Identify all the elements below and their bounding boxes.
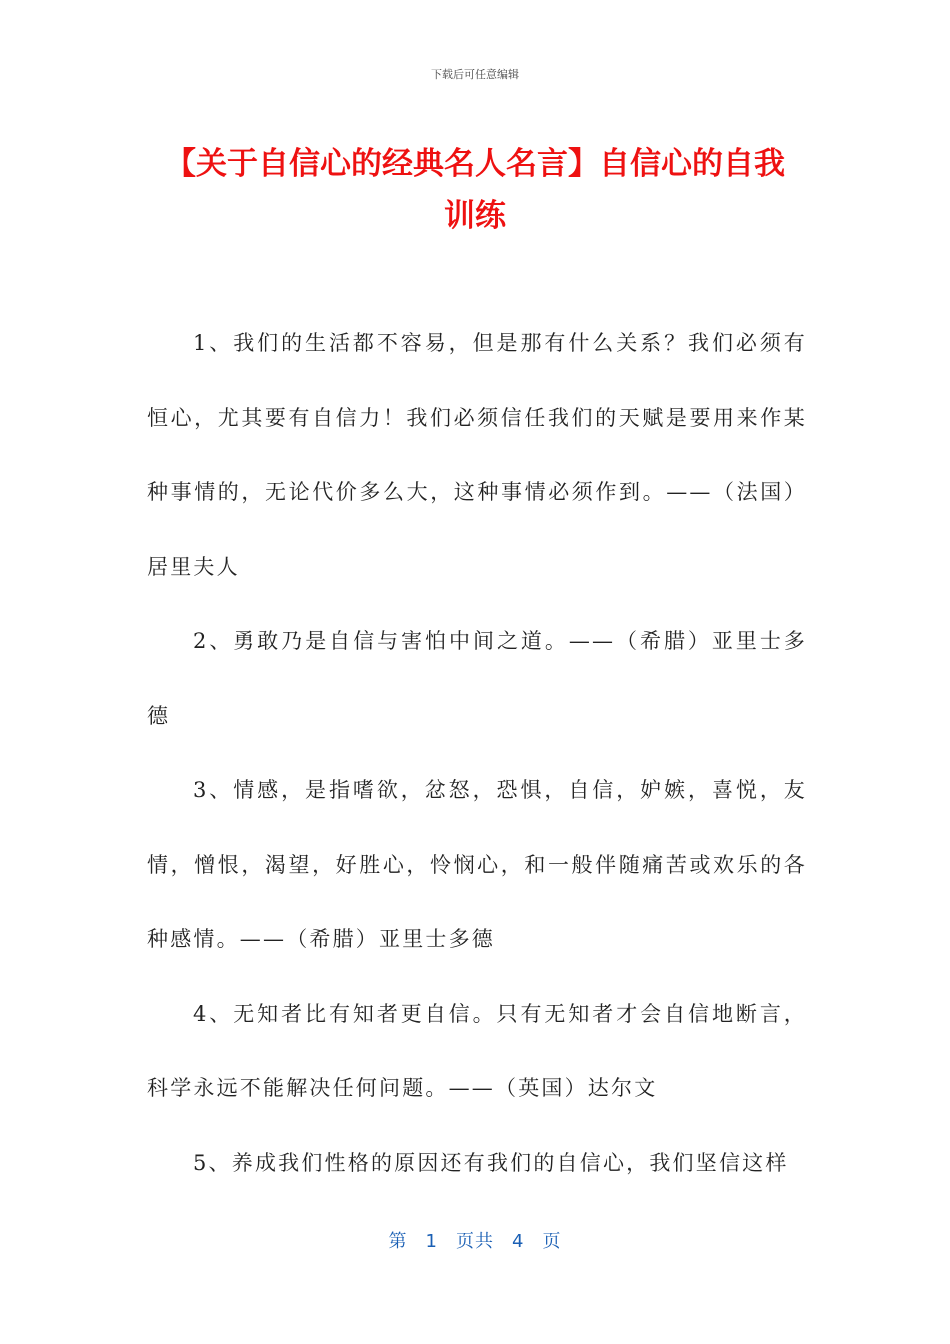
footer-page-total: 4 [512,1231,525,1252]
quote-paragraph-4: 4、无知者比有知者更自信。只有无知者才会自信地断言，科学永远不能解决任何问题。——（英国）达尔文 [147,1001,807,1100]
footer-page-label: 第 [388,1231,408,1252]
document-title: 【关于自信心的经典名人名言】自信心的自我训练 [165,146,785,234]
footer-page-middle: 页共 [456,1231,494,1252]
quote-paragraph-5: 5、养成我们性格的原因还有我们的自信心，我们坚信这样 [193,1150,789,1175]
page-footer [0,1227,950,1253]
quote-paragraph-2: 2、勇敢乃是自信与害怕中间之道。——（希腊）亚里士多德 [147,629,807,728]
footer-page-current: 1 [425,1231,438,1252]
header-note: 下载后可任意编辑 [431,68,519,81]
document-body [147,306,807,1200]
quote-paragraph-3: 3、情感，是指嗜欲，忿怒，恐惧，自信，妒嫉，喜悦，友情，憎恨，渴望，好胜心，怜悯心，和一般伴随痛苦或欢乐的各种感情。——（希腊）亚里士多德 [147,778,807,951]
quote-paragraph-1: 1、我们的生活都不容易，但是那有什么关系？我们必须有恒心，尤其要有自信力！我们必须信任我们的天赋是要用来作某种事情的，无论代价多么大，这种事情必须作到。——（法国）居里夫人 [147,331,807,579]
footer-page-suffix: 页 [542,1231,562,1252]
